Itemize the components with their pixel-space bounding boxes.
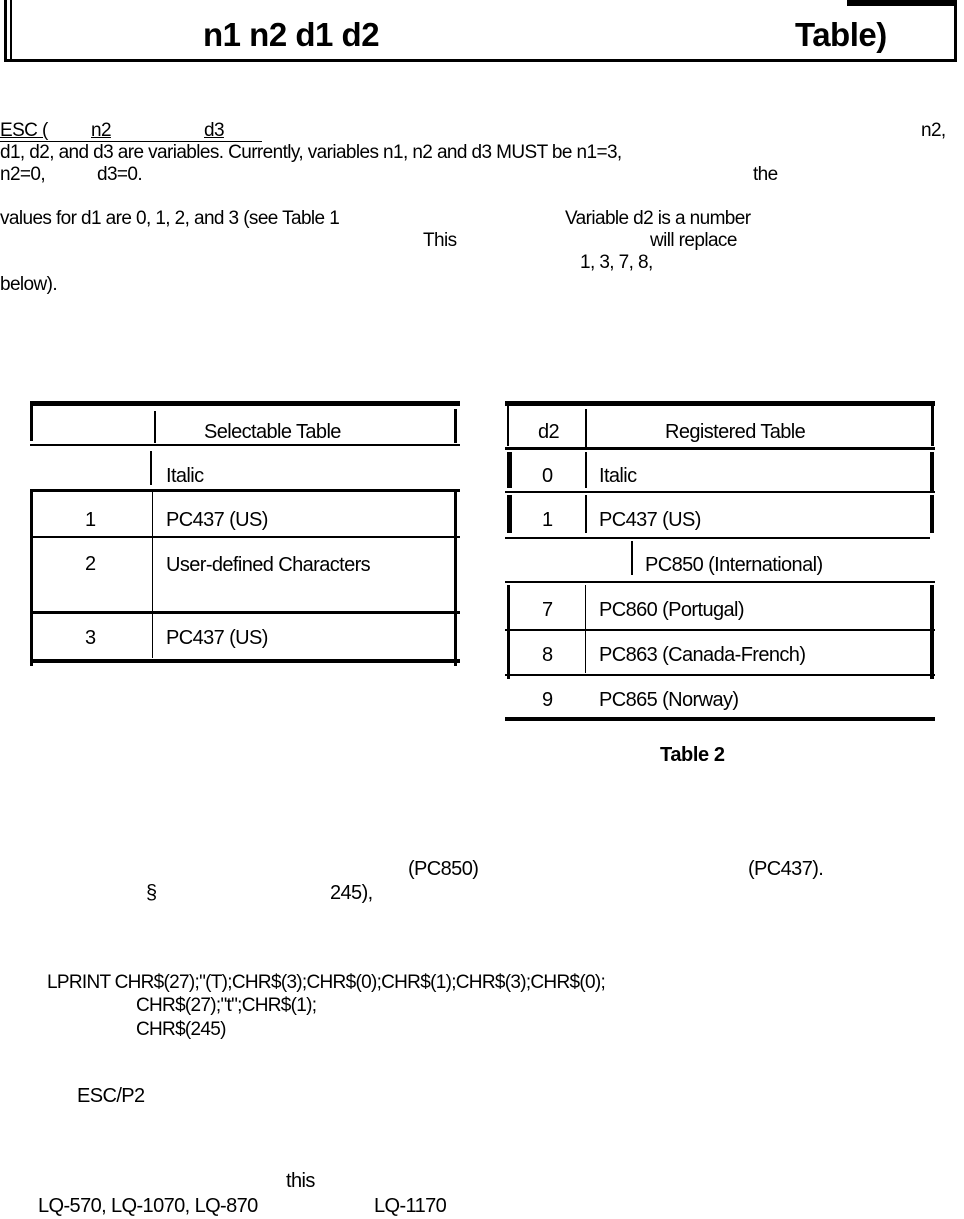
- esc-command: ESC (: [0, 120, 48, 141]
- param-n2-end: n2,: [921, 120, 946, 141]
- table1-top-border: [30, 401, 460, 406]
- table2-row1-label: PC437 (US): [599, 509, 701, 531]
- table2-row0-left: [507, 452, 512, 488]
- table2-header-d2: d2: [538, 421, 560, 443]
- table1-row2-label: User-defined Characters: [166, 554, 371, 576]
- table2-row4-label: PC863 (Canada-French): [599, 644, 806, 666]
- table2-row1-num: 1: [542, 509, 553, 531]
- table1-row2-bottom: [30, 611, 460, 614]
- table1-header-label: Selectable Table: [204, 421, 341, 443]
- table1-row2-num: 2: [85, 553, 96, 575]
- below-text: below).: [0, 274, 58, 295]
- table2-row3-num: 7: [542, 599, 553, 621]
- header-title-left: n1 n2 d1 d2: [203, 16, 380, 53]
- variables-line: d1, d2, and d3 are variables. Currently, variables n1, n2 and d3 MUST be n1=3,: [0, 142, 622, 163]
- table1-right-border: [454, 492, 457, 666]
- table2-header-right: [931, 401, 934, 446]
- param-n2: n2: [91, 120, 111, 141]
- table1-row3-num: 3: [85, 627, 96, 649]
- table2-top-border: [505, 401, 935, 406]
- table1-header-divider: [154, 411, 156, 443]
- header-left-edge: [10, 0, 12, 60]
- table1-row0-label: Italic: [166, 465, 204, 487]
- header-title-right: Table): [795, 16, 887, 53]
- n2-value: n2=0,: [0, 164, 46, 185]
- d2-desc: Variable d2 is a number: [565, 208, 751, 229]
- param-d3: d3: [204, 120, 224, 141]
- table-1: [30, 401, 460, 665]
- header-corner-bar: [847, 0, 957, 6]
- table1-row0-divider: [150, 451, 152, 485]
- table2-row2-bottom: [505, 581, 935, 583]
- table1-col-divider: [152, 492, 153, 658]
- d2-list: 1, 3, 7, 8,: [580, 252, 653, 273]
- table1-row1-num: 1: [85, 509, 96, 531]
- table2-row0-bottom: [505, 491, 935, 493]
- esc-p2-label: ESC/P2: [77, 1085, 145, 1107]
- code-line-3: CHR$(245): [136, 1019, 226, 1040]
- table2-row2-divider: [631, 541, 633, 575]
- the-word: the: [753, 164, 778, 185]
- table2-row1-bottom: [505, 537, 930, 539]
- table2-bottom-border: [505, 717, 935, 721]
- table1-header-left-border: [30, 401, 33, 441]
- this-word: This: [423, 230, 457, 251]
- pc437-ref: (PC437).: [748, 858, 824, 880]
- table2-caption: Table 2: [660, 744, 725, 766]
- table1-row3-label: PC437 (US): [166, 627, 268, 649]
- table1-row1-bottom: [30, 536, 460, 538]
- model-last: LQ-1170: [374, 1195, 447, 1217]
- table2-left-border: [507, 585, 510, 679]
- table2-row0-num: 0: [542, 465, 553, 487]
- table2-row1-right: [930, 495, 934, 533]
- table1-header-right-border: [454, 409, 457, 443]
- table-2: [505, 401, 935, 726]
- table1-row0-bottom: [30, 489, 460, 492]
- table2-header-bottom: [505, 447, 935, 450]
- table2-row0-divider: [585, 452, 587, 488]
- d1-values-line: values for d1 are 0, 1, 2, and 3 (see Table 1: [0, 208, 340, 229]
- table2-row4-num: 8: [542, 644, 553, 666]
- d3-value: d3=0.: [97, 164, 143, 185]
- table1-row1-label: PC437 (US): [166, 509, 268, 531]
- table2-row1-left: [507, 495, 512, 533]
- table2-row3-label: PC860 (Portugal): [599, 599, 744, 621]
- table2-right-border: [930, 585, 934, 679]
- table2-header-label: Registered Table: [665, 421, 806, 443]
- table2-row0-right: [930, 452, 934, 492]
- table2-header-divider: [585, 409, 587, 447]
- code-line-1: LPRINT CHR$(27);"(T);CHR$(3);CHR$(0);CHR$(1);CHR$(3);CHR$(0);: [47, 972, 606, 993]
- this-note: this: [286, 1170, 315, 1192]
- table1-bottom-border: [30, 659, 460, 663]
- table2-row4-bottom: [505, 674, 935, 676]
- table2-row2-label: PC850 (International): [645, 554, 823, 576]
- table1-header-bottom: [30, 444, 460, 446]
- pc850-ref: (PC850): [408, 858, 479, 880]
- will-replace: will replace: [650, 230, 737, 251]
- models-list: LQ-570, LQ-1070, LQ-870: [38, 1195, 258, 1217]
- table2-row1-divider: [585, 495, 587, 533]
- table2-row3-bottom: [505, 629, 935, 631]
- table1-left-border: [30, 492, 33, 666]
- table2-row5-label: PC865 (Norway): [599, 689, 739, 711]
- section-sign: §: [146, 882, 157, 904]
- table2-row5-num: 9: [542, 689, 553, 711]
- char-245: 245),: [330, 882, 373, 904]
- table2-row0-label: Italic: [599, 465, 637, 487]
- code-line-2: CHR$(27);"t";CHR$(1);: [136, 995, 317, 1016]
- table2-header-left: [507, 401, 509, 446]
